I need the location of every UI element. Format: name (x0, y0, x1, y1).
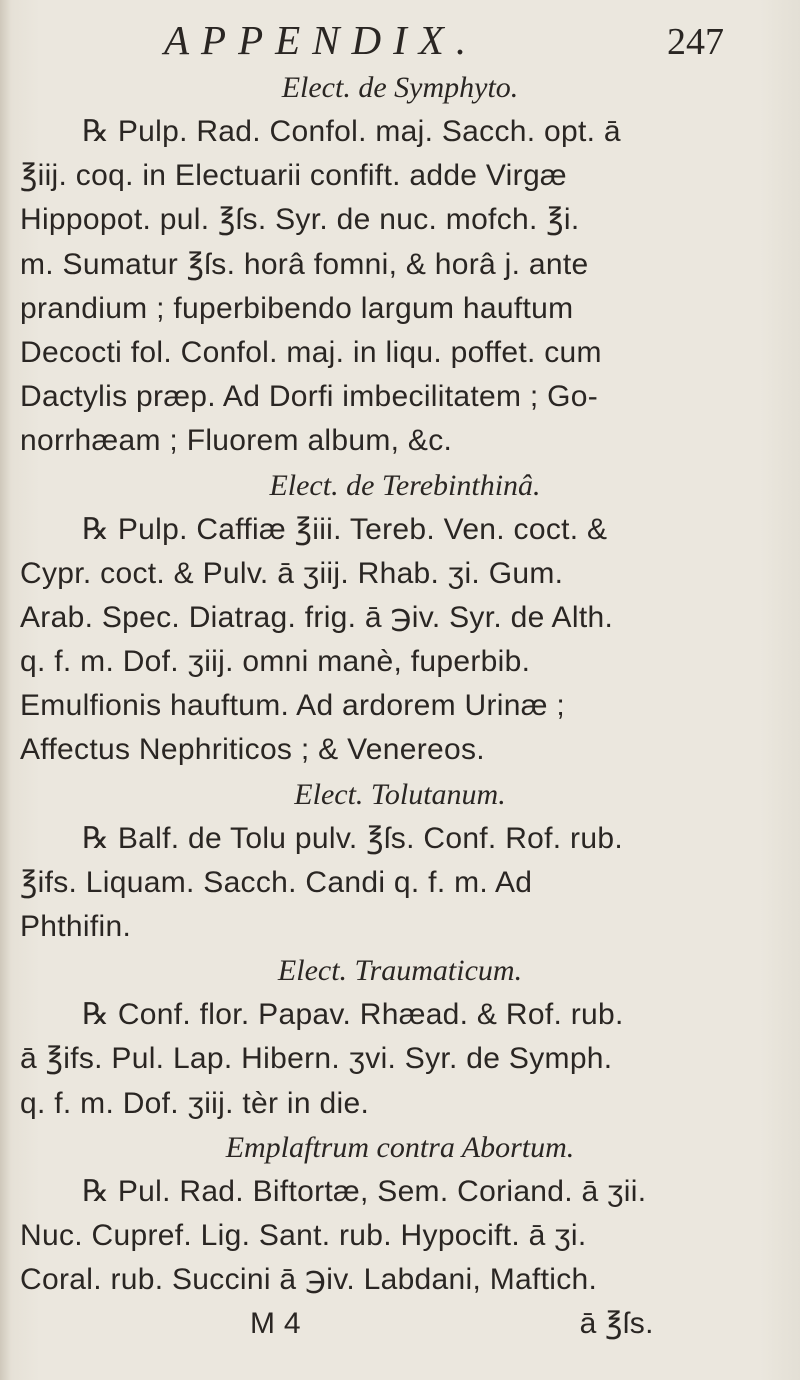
text-line: m. Sumatur ℥ſs. horâ fomni, & horâ j. ante (20, 247, 589, 281)
page-number: 247 (667, 21, 724, 63)
text-line: prandium ; fuperbibendo largum hauftum (20, 291, 574, 325)
text-line: ℞ Conf. flor. Papav. Rhæad. & Rof. rub. (82, 998, 624, 1032)
footer-line (20, 1302, 780, 1346)
text-line: q. f. m. Dof. ʒiij. tèr in die. (20, 1086, 370, 1120)
text-line: Coral. rub. Succini ā ℈iv. Labdani, Maftich. (20, 1263, 598, 1297)
text-line: ℥ifs. Liquam. Sacch. Candi q. f. m. Ad (20, 865, 533, 899)
page-body (20, 66, 780, 1347)
text-line: Decocti fol. Confol. maj. in liqu. poffet. cum (20, 335, 602, 369)
text-line: Phthifin. (20, 910, 132, 943)
text-line: Dactylis præp. Ad Dorfi imbecilitatem ; Go- (20, 380, 599, 414)
signature-mark: M 4 (250, 1307, 301, 1341)
text-line: q. f. m. Dof. ʒiij. omni manè, fuperbib. (20, 645, 531, 679)
text-line: Hippopot. pul. ℥ſs. Syr. de nuc. mofch. ℥i. (20, 203, 580, 237)
page-gutter-shadow (0, 0, 10, 1380)
section-title-tolutanum: Elect. Tolutanum. (294, 777, 506, 811)
text-line: Cypr. coct. & Pulv. ā ʒiij. Rhab. ʒi. Gum. (20, 556, 564, 590)
section-title-traumaticum: Elect. Traumaticum. (277, 954, 523, 988)
section-title-symphyto: Elect. de Symphyto. (281, 71, 519, 104)
running-head: APPENDIX. (164, 17, 479, 63)
catchword: ā ℥ſs. (579, 1307, 654, 1341)
text-line: Affectus Nephriticos ; & Venereos. (20, 733, 485, 767)
page-header (164, 14, 724, 70)
text-line: ℥iij. coq. in Electuarii confift. adde Virgæ (20, 159, 567, 193)
text-line: ℞ Pulp. Caffiæ ℥iii. Tereb. Ven. coct. & (82, 512, 608, 546)
text-line: ℞ Pulp. Rad. Confol. maj. Sacch. opt. ā (82, 115, 621, 148)
section-title-emplastrum: Emplaftrum contra Abortum. (225, 1130, 575, 1164)
text-line: ā ℥ifs. Pul. Lap. Hibern. ʒvi. Syr. de Symph. (20, 1042, 613, 1076)
text-line: norrhæam ; Fluorem album, &c. (20, 424, 453, 458)
text-line: Arab. Spec. Diatrag. frig. ā ℈iv. Syr. de Alth. (20, 600, 614, 634)
section-title-terebinthina: Elect. de Terebinthinâ. (269, 468, 541, 502)
text-line: Nuc. Cupref. Lig. Sant. rub. Hypocift. ā ʒi. (20, 1218, 587, 1252)
text-line: ℞ Balf. de Tolu pulv. ℥ſs. Conf. Rof. rub. (82, 821, 623, 855)
text-line: ℞ Pul. Rad. Biftortæ, Sem. Coriand. ā ʒii. (82, 1174, 647, 1208)
text-line: Emulfionis hauftum. Ad ardorem Urinæ ; (20, 689, 565, 723)
